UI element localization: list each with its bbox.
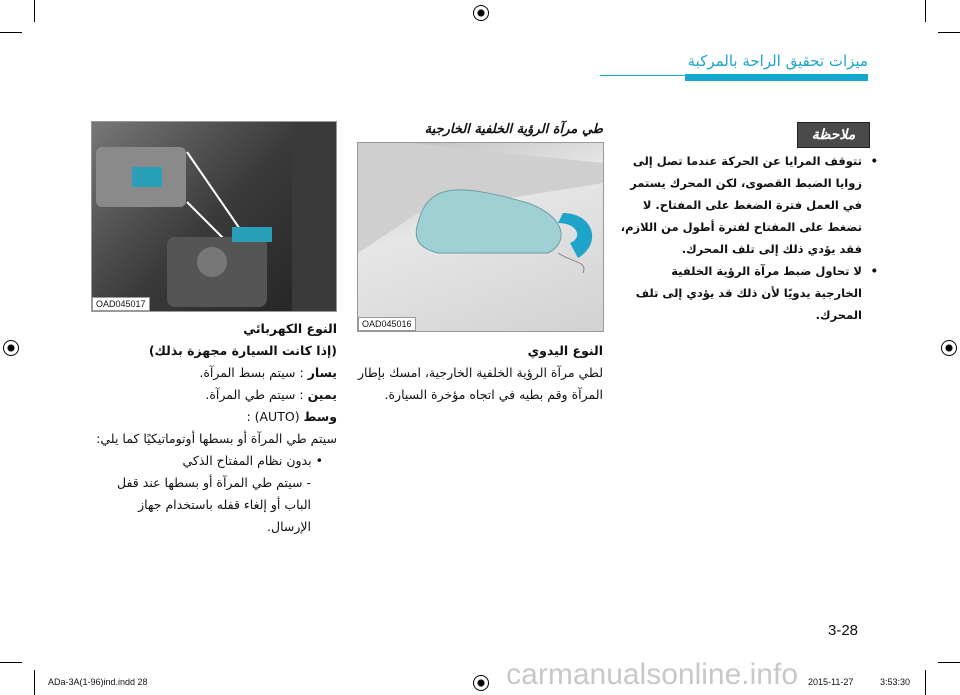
mirror-illustration (357, 142, 604, 332)
registration-mark-icon (473, 5, 489, 21)
electric-subtitle: (إذا كانت السيارة مجهزة بذلك) (148, 343, 337, 358)
switch-drawing (92, 122, 336, 311)
section-header: ميزات تحقيق الراحة بالمركبة (687, 52, 868, 70)
mirror-drawing (358, 143, 603, 331)
manual-title: النوع اليدوي (527, 343, 603, 358)
crop-mark (0, 662, 22, 663)
footer-file: ADa-3A(1-96)ind.indd 28 (48, 677, 148, 687)
right-label: يمين (307, 387, 337, 402)
electric-title: النوع الكهربائي (243, 321, 337, 336)
registration-mark-icon (941, 340, 957, 356)
crop-mark (925, 670, 926, 695)
center-line (91, 406, 337, 428)
bullet-line: • بدون نظام المفتاح الذكي (182, 453, 323, 468)
crop-mark (34, 670, 35, 695)
note-bullet-text: تتوقف المرايا عن الحركة عندما تصل إلى زوايا الضبط القصوى، لكن المحرك يستمر في العمل فترة الضغط على المفتاح. لا تضغط على المفتاح لفترة أطول من اللازم، فقد يؤدي ذلك إلى تلف المحرك. (620, 154, 862, 256)
registration-mark-icon (473, 675, 489, 691)
right-line (91, 384, 337, 406)
dash-text: سيتم طي المرآة أو بسطها عند قفل الباب أو إلغاء قفله باستخدام جهاز الإرسال. (117, 475, 311, 534)
center-label: وسط (303, 409, 337, 424)
watermark: carmanualsonline.info (506, 658, 798, 691)
image-code: OAD045017 (92, 297, 150, 311)
manual-section (357, 340, 603, 406)
crop-mark (0, 32, 22, 33)
crop-mark (925, 0, 926, 22)
electric-section (91, 318, 337, 538)
left-label: يسار (307, 365, 337, 380)
left-text: : سيتم بسط المرآة. (199, 365, 308, 380)
bullet-text: بدون نظام المفتاح الذكي (182, 453, 312, 468)
switch-illustration (91, 121, 337, 312)
registration-mark-icon (3, 340, 19, 356)
crop-mark (938, 32, 960, 33)
manual-text: لطي مرآة الرؤية الخلفية الخارجية، امسك بإطار المرآة وقم بطيه في اتجاه مؤخرة السيارة. (358, 365, 603, 402)
note-badge: ملاحظة (797, 122, 870, 148)
note-list (620, 150, 880, 326)
footer-time: 3:53:30 (880, 677, 911, 687)
center-text: (AUTO) : (246, 409, 304, 424)
note-bullet-text: لا تحاول ضبط مرآة الرؤية الخلفية الخارجية يدويًا لأن ذلك قد يؤدي إلى تلف المحرك. (635, 264, 862, 322)
header-line (600, 75, 685, 76)
auto-text: سيتم طي المرآة أو بسطها أوتوماتيكيًا كما يلي: (96, 431, 337, 446)
right-text: : سيتم طي المرآة. (205, 387, 308, 402)
left-line (91, 362, 337, 384)
dash-line: - سيتم طي المرآة أو بسطها عند قفل الباب أو إلغاء قفله باستخدام جهاز الإرسال. (117, 475, 311, 534)
footer-date: 2015-11-27 (808, 677, 854, 687)
note-bullet: • تتوقف المرايا عن الحركة عندما تصل إلى زوايا الضبط القصوى، لكن المحرك يستمر في العمل فترة الضغط على المفتاح. لا تضغط على المفتاح لفترة أطول من اللازم، فقد يؤدي ذلك إلى تلف المحرك. (620, 154, 878, 256)
image-code: OAD045016 (358, 317, 416, 331)
header-bar (685, 74, 868, 81)
crop-mark (34, 0, 35, 22)
folding-title: طي مرآة الرؤية الخلفية الخارجية (424, 122, 603, 137)
page-number: 3-28 (828, 622, 859, 639)
note-bullet: • لا تحاول ضبط مرآة الرؤية الخلفية الخارجية يدويًا لأن ذلك قد يؤدي إلى تلف المحرك. (635, 264, 878, 322)
crop-mark (938, 662, 960, 663)
